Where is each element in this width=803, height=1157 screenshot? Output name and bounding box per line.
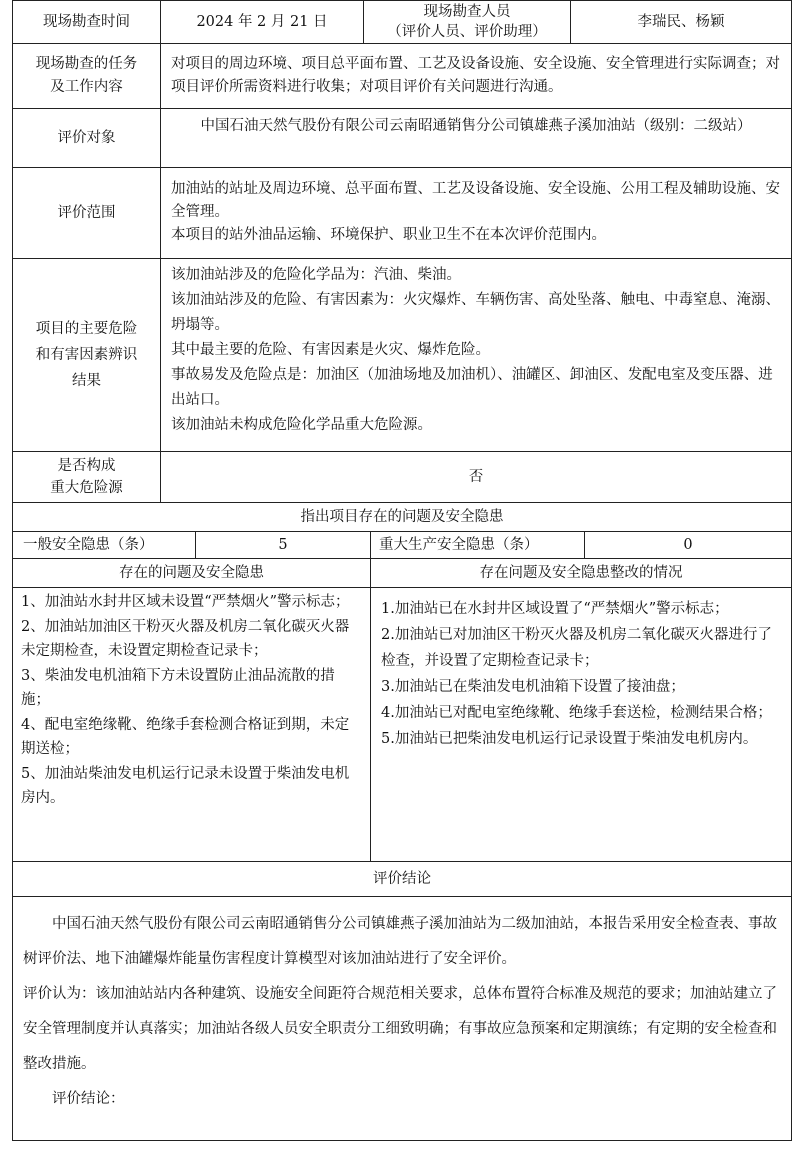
task-content-text: 对项目的周边环境、项目总平面布置、工艺及设备设施、安全设施、安全管理进行实际调查；对项目评价所需资料进行收集；对项目评价有关问题进行沟通。 [171,56,780,95]
issues-title-cell [12,502,792,532]
scope-line: 加油站的站址及周边环境、总平面布置、工艺及设备设施、安全设施、公用工程及辅助设施、安全管理。 [171,181,780,220]
conclusion-body-cell [12,896,792,1141]
scope-label-cell [12,167,161,259]
general-hazard-label-cell [12,531,196,559]
object-label-cell [12,108,161,168]
hazards-line: 事故易发及危险点是：加油区（加油场地及加油机）、油罐区、卸油区、发配电室及变压器、进出站口。 [171,367,773,408]
issues-section-title: 指出项目存在的问题及安全隐患 [300,508,504,525]
rectify-item: 2.加油站已对加油区干粉灭火器及机房二氧化碳灭火器进行了检查，并设置了定期检查记录卡； [381,627,772,669]
major-hazard-value: 否 [468,468,484,485]
rectify-list-cell [370,587,792,862]
survey-time-label-cell [12,0,161,44]
object-label: 评价对象 [57,129,116,146]
task-label-line: 现场勘查的任务 [35,56,138,72]
major-hazard-count: 0 [683,536,693,553]
survey-time-value-cell [160,0,364,44]
hazards-line: 该加油站未构成危险化学品重大危险源。 [171,417,432,433]
rectify-item: 3.加油站已在柴油发电机油箱下设置了接油盘； [381,679,685,695]
hazards-label-line: 项目的主要危险 [35,321,138,337]
survey-time-label: 现场勘查时间 [43,13,130,30]
major-hazard-value-cell [160,451,792,503]
scope-label: 评价范围 [57,204,116,221]
major-hazard-count-cell [584,531,792,559]
problems-header-cell [12,558,371,588]
task-label-line: 及工作内容 [50,79,123,95]
hazards-label-line: 结果 [72,373,101,389]
problems-list-cell [12,587,371,862]
general-hazard-count-cell [195,531,371,559]
conclusion-paragraph: 评价认为：该加油站站内各种建筑、设施安全间距符合规范相关要求，总体布置符合标准及规范的要求；加油站建立了安全管理制度并认真落实；加油站各级人员安全职责分工细致明确；有事故应急预案和定期演练；有定期的安全检查和整改措施。 [23,986,777,1072]
conclusion-title-cell [12,861,792,897]
problem-item: 1、加油站水封井区域未设置“严禁烟火”警示标志； [21,594,350,610]
object-content-cell [160,108,792,168]
survey-people-label: 现场勘查人员 [423,4,511,20]
survey-people-value-cell [570,0,792,44]
hazards-line: 该加油站涉及的危险化学品为：汽油、柴油。 [171,267,461,283]
major-hazard-label-line: 重大危险源 [50,480,123,496]
hazards-label-line: 和有害因素辨识 [35,347,138,363]
general-hazard-count: 5 [278,536,288,553]
problem-item: 4、配电室绝缘靴、绝缘手套检测合格证到期，未定期送检； [21,716,350,757]
rectify-item: 1.加油站已在水封井区域设置了“严禁烟火”警示标志； [381,601,729,617]
object-content-text: 中国石油天然气股份有限公司云南昭通销售分公司镇雄燕子溪加油站（级别：二级站） [200,118,752,134]
conclusion-paragraph: 中国石油天然气股份有限公司云南昭通销售分公司镇雄燕子溪加油站为二级加油站，本报告采用安全检查表、事故树评价法、地下油罐爆炸能量伤害程度计算模型对该加油站进行了安全评价。 [23,916,777,967]
task-content-cell [160,43,792,109]
survey-people-sublabel: （评价人员、评价助理） [387,24,547,40]
major-hazard-count-label-cell [370,531,585,559]
major-hazard-label-line: 是否构成 [57,458,116,474]
problem-item: 2、加油站加油区干粉灭火器及机房二氧化碳灭火器未定期检查，未设置定期检查记录卡； [21,618,350,659]
problem-item: 3、柴油发电机油箱下方未设置防止油品流散的措施； [21,667,335,708]
scope-content-cell [160,167,792,259]
survey-people-value: 李瑞民、杨颖 [637,13,725,30]
problem-item: 5、加油站柴油发电机运行记录未设置于柴油发电机房内。 [21,765,350,806]
survey-time-value: 2024 年 2 月 21 日 [196,13,328,30]
task-label-cell [12,43,161,109]
problems-header: 存在的问题及安全隐患 [119,564,264,581]
rectify-item: 4.加油站已对配电室绝缘靴、绝缘手套送检，检测结果合格； [381,705,772,721]
conclusion-paragraph: 评价结论： [52,1091,125,1107]
major-hazard-count-label: 重大生产安全隐患（条） [379,536,539,553]
hazards-content-cell [160,258,792,452]
hazards-line: 其中最主要的危险、有害因素是火灾、爆炸危险。 [171,342,490,358]
conclusion-title: 评价结论 [373,870,431,887]
scope-line: 本项目的站外油品运输、环境保护、职业卫生不在本次评价范围内。 [171,227,606,243]
hazards-label-cell [12,258,161,452]
major-hazard-label-cell [12,451,161,503]
survey-people-label-cell [363,0,571,44]
rectify-header-cell [370,558,792,588]
rectify-item: 5.加油站已把柴油发电机运行记录设置于柴油发电机房内。 [381,731,758,747]
rectify-header: 存在问题及安全隐患整改的情况 [479,564,683,581]
general-hazard-label: 一般安全隐患（条） [23,536,154,553]
hazards-line: 该加油站涉及的危险、有害因素为：火灾爆炸、车辆伤害、高处坠落、触电、中毒窒息、淹溺、坍塌等。 [171,292,780,333]
